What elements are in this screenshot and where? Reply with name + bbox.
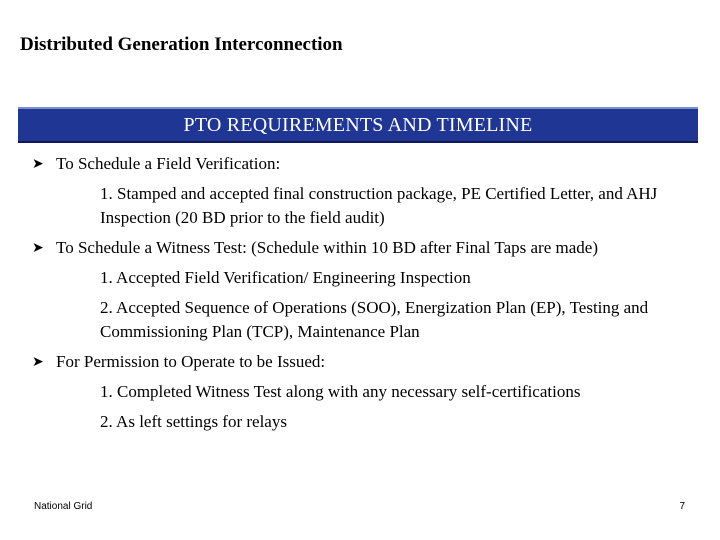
arrow-bullet-icon: ➤ (32, 240, 44, 256)
sub-item: 2. Accepted Sequence of Operations (SOO), Energization Plan (EP), Testing and Commissioning Plan (TCP), Maintenance Plan (100, 298, 649, 341)
bullet-item (32, 350, 692, 374)
slide-content (32, 152, 692, 440)
bullet-text: To Schedule a Field Verification: (56, 154, 281, 173)
sub-item: 2. As left settings for relays (100, 412, 287, 431)
sub-item: 1. Completed Witness Test along with any necessary self-certifications (100, 382, 581, 401)
page-title: Distributed Generation Interconnection (20, 34, 343, 55)
bullet-item (32, 152, 692, 176)
sub-item: 1. Accepted Field Verification/ Engineering Inspection (100, 268, 471, 287)
sub-item: 1. Stamped and accepted final construction package, PE Certified Letter, and AHJ Inspection (20 BD prior to the field audit) (100, 184, 658, 227)
bullet-item (32, 236, 692, 260)
arrow-bullet-icon: ➤ (32, 156, 44, 172)
banner-title: PTO REQUIREMENTS AND TIMELINE (183, 113, 533, 136)
bullet-text: For Permission to Operate to be Issued: (56, 352, 326, 371)
section-banner (18, 107, 698, 143)
arrow-bullet-icon: ➤ (32, 354, 44, 370)
bullet-text: To Schedule a Witness Test: (Schedule within 10 BD after Final Taps are made) (56, 238, 598, 257)
footer-company: National Grid (34, 501, 93, 512)
page-number: 7 (679, 501, 685, 512)
